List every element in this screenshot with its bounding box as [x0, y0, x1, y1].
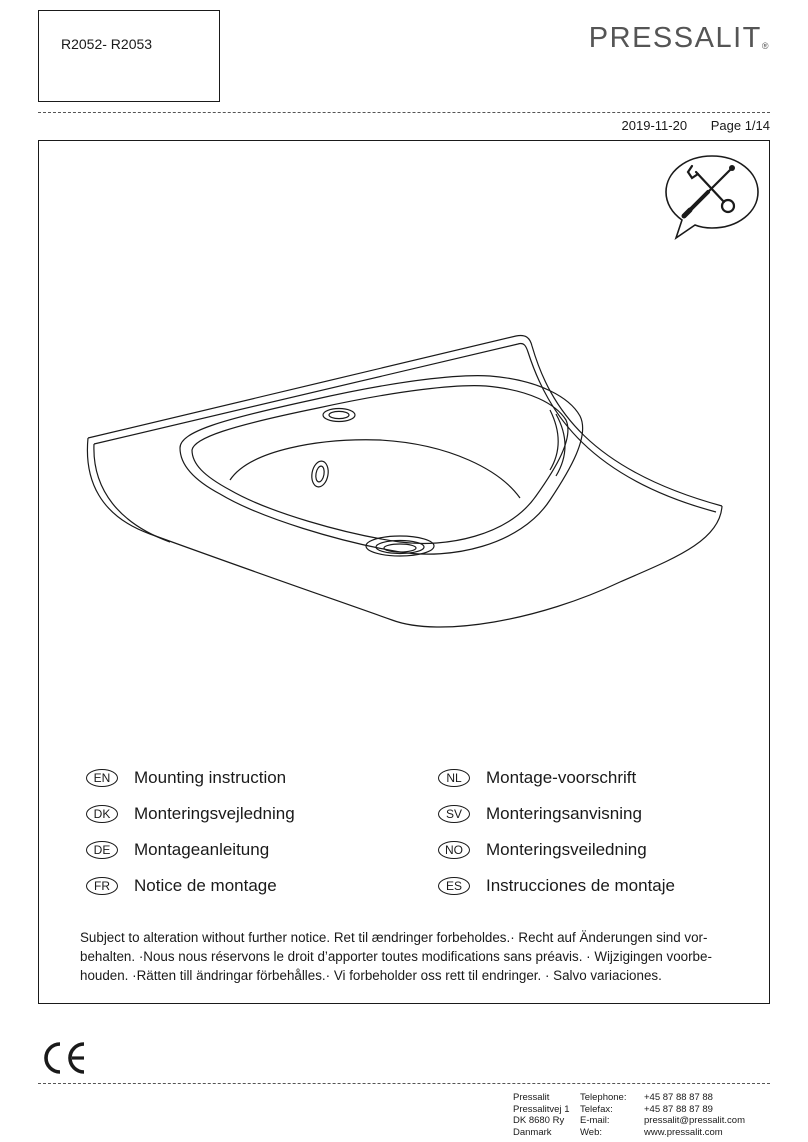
telefax-label: Telefax: [580, 1103, 613, 1115]
document-meta [602, 118, 770, 133]
contact-values [644, 1092, 774, 1138]
ce-mark-icon [40, 1040, 88, 1076]
language-code: SV [438, 805, 470, 823]
telefax-value: +45 87 88 87 89 [644, 1103, 713, 1115]
wrench-screwdriver-icon [662, 152, 762, 244]
web-value: www.pressalit.com [644, 1126, 723, 1138]
page-number: Page 1/14 [710, 118, 770, 133]
language-list [86, 766, 726, 898]
language-item-es [438, 874, 728, 898]
language-label: Monteringsvejledning [134, 804, 295, 823]
header-divider [38, 112, 770, 113]
brand-logo [589, 22, 770, 55]
language-label: Instrucciones de montaje [486, 876, 675, 895]
language-item-de [86, 838, 438, 862]
telephone-value: +45 87 88 87 88 [644, 1092, 713, 1103]
language-label: Montageanleitung [134, 840, 270, 859]
language-item-en [86, 766, 438, 790]
language-item-no [438, 838, 728, 862]
contact-labels [580, 1092, 644, 1138]
language-item-dk [86, 802, 438, 826]
language-code: ES [438, 877, 470, 895]
document-date: 2019-11-20 [621, 118, 688, 133]
language-item-sv [438, 802, 728, 826]
company-address [513, 1092, 580, 1138]
telephone-label: Telephone: [580, 1092, 627, 1103]
disclaimer-text: Subject to alteration without further notice. Ret til ændringer forbeholdes.· Recht auf Änderungen sind vor-behalten. ·Nous nous réservons le droit d’apporter toutes modifications sans préavis. · Wijzigingen voorbe-houden. ·Rätten till ändringar förbehålles.· Vi forbeholder oss rett til endringer. · Salvo variaciones. [80, 930, 712, 983]
language-code: FR [86, 877, 118, 895]
brand-name: PRESSALIT [588, 22, 762, 54]
language-item-nl [438, 766, 728, 790]
language-code: DE [86, 841, 118, 859]
company-footer [513, 1092, 775, 1138]
registered-mark: ® [761, 41, 770, 51]
language-label: Montage-voorschrift [486, 768, 637, 787]
email-label: E-mail: [580, 1115, 610, 1126]
language-label: Mounting instruction [134, 768, 287, 787]
company-street: Pressalitvej 1 [513, 1103, 570, 1115]
model-number-box [38, 10, 220, 102]
footer-divider [38, 1083, 770, 1084]
language-code: NO [438, 841, 470, 859]
language-code: DK [86, 805, 118, 823]
company-city: DK 8680 Ry [513, 1115, 565, 1126]
washbasin-drawing [80, 320, 740, 660]
language-label: Notice de montage [134, 876, 277, 895]
company-country: Danmark [513, 1126, 552, 1138]
language-code: NL [438, 769, 470, 787]
language-label: Monteringsanvisning [486, 804, 642, 823]
model-numbers: R2052- R2053 [61, 36, 153, 52]
email-value: pressalit@pressalit.com [644, 1115, 745, 1126]
company-name: Pressalit [513, 1092, 550, 1103]
language-label: Monteringsveiledning [486, 840, 647, 859]
language-code: EN [86, 769, 118, 787]
web-label: Web: [580, 1126, 603, 1138]
language-item-fr [86, 874, 438, 898]
